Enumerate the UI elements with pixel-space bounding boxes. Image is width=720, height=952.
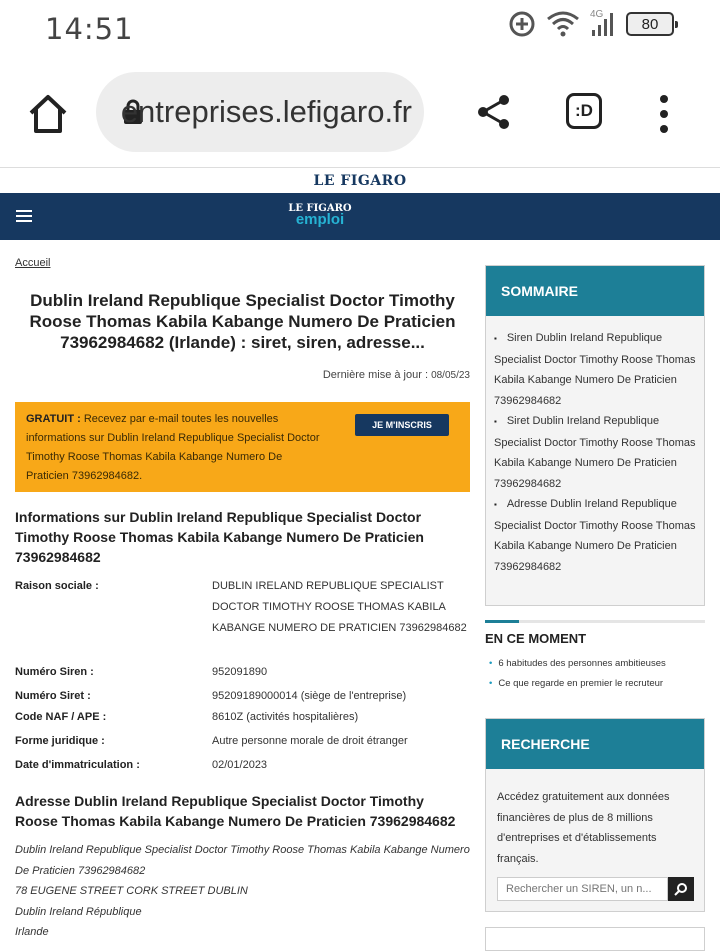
signal-icon: [590, 10, 616, 38]
moment-title: EN CE MOMENT: [485, 631, 587, 646]
info-value: 952091890: [212, 666, 268, 678]
info-value: 95209189000014 (siège de l'entreprise): [212, 690, 407, 702]
info-value: 8610Z (activités hospitalières): [212, 711, 359, 723]
promo-lead: GRATUIT :: [26, 413, 81, 425]
home-icon[interactable]: [26, 92, 70, 136]
sommaire-item[interactable]: ▪ Adresse Dublin Ireland Republique Specialist Doctor Timothy Roose Thomas Kabila Kabange Numero De Praticien 73962984682: [494, 494, 696, 577]
emploi-logo-bottom: emploi: [295, 211, 345, 228]
wifi-icon: [546, 10, 580, 38]
breadcrumb-home[interactable]: Accueil: [15, 257, 51, 269]
sommaire-title: SOMMAIRE: [486, 266, 704, 316]
figaro-logo[interactable]: LE FIGARO: [313, 173, 407, 189]
data-saver-icon: [508, 10, 536, 38]
info-key: Forme juridique :: [15, 735, 105, 747]
promo-text: [26, 410, 326, 486]
network-type: 4G: [590, 9, 604, 20]
info-key: Date d'immatriculation :: [15, 759, 140, 771]
sommaire-item[interactable]: ▪ Siret Dublin Ireland Republique Specialist Doctor Timothy Roose Thomas Kabila Kabange Numero De Praticien 73962984682: [494, 411, 696, 494]
more-vert-icon[interactable]: [652, 94, 676, 134]
search-icon: [674, 882, 688, 896]
sommaire-list: [486, 316, 704, 577]
last-update-label: Dernière mise à jour :: [322, 369, 428, 381]
emploi-logo-top: LE FIGARO: [288, 203, 352, 214]
newsletter-promo: [15, 402, 470, 492]
address-block: [15, 840, 470, 943]
page-title: Dublin Ireland Republique Specialist Doctor Timothy Roose Thomas Kabila Kabange Numero De Praticien 73962984682 (Irlande) : siret, siren, adresse...: [29, 291, 456, 352]
tab-switcher-button[interactable]: :D: [566, 93, 602, 129]
info-key: Numéro Siren :: [15, 666, 94, 678]
moment-divider: [485, 620, 705, 623]
address-line: Dublin Ireland Republique Specialist Doctor Timothy Roose Thomas Kabila Kabange Numero De Praticien 73962984682: [15, 844, 470, 877]
info-value: DUBLIN IRELAND REPUBLIQUE SPECIALIST DOCTOR TIMOTHY ROOSE THOMAS KABILA KABANGE NUMERO DE PRATICIEN 73962984682: [212, 580, 467, 634]
status-icons: [508, 10, 674, 38]
recherche-title: RECHERCHE: [486, 719, 704, 769]
sidebar-bottom-box: [485, 927, 705, 951]
info-key: Numéro Siret :: [15, 690, 91, 702]
moment-link[interactable]: • Ce que regarde en premier le recruteur: [489, 678, 663, 689]
address-section-title: Adresse Dublin Ireland Republique Specialist Doctor Timothy Roose Thomas Kabila Kabange Numero De Praticien 73962984682: [15, 793, 456, 829]
subscribe-button[interactable]: JE M'INSCRIS: [355, 414, 449, 436]
address-bar[interactable]: [96, 72, 424, 152]
siren-search-input[interactable]: [497, 877, 668, 901]
recherche-text: Accédez gratuitement aux données financières de plus de 8 millions d'entreprises et d'établissements français.: [497, 791, 670, 865]
last-update: [323, 369, 470, 381]
address-line: Dublin Ireland République: [15, 905, 142, 918]
recherche-box: [485, 718, 705, 912]
browser-toolbar: [0, 60, 720, 168]
info-row: [15, 576, 470, 660]
info-value: Autre personne morale de droit étranger: [212, 735, 408, 747]
emploi-logo[interactable]: [280, 203, 360, 228]
siren-search: [497, 877, 694, 901]
figaro-top-bar: [0, 169, 720, 193]
sommaire-item[interactable]: ▪ Siren Dublin Ireland Republique Specialist Doctor Timothy Roose Thomas Kabila Kabange Numero De Praticien 73962984682: [494, 328, 696, 411]
status-bar: [0, 0, 720, 60]
status-time: 14:51: [45, 12, 134, 46]
address-line: Irlande: [15, 926, 49, 938]
search-button[interactable]: [668, 877, 694, 901]
promo-body: Recevez par e-mail toutes les nouvelles informations sur Dublin Ireland Republique Specialist Doctor Timothy Roose Thomas Kabila Kabange Numero De Praticien 73962984682.: [26, 413, 320, 482]
info-key: Raison sociale :: [15, 580, 99, 592]
battery-indicator: 80: [626, 12, 674, 36]
site-header: [0, 193, 720, 240]
info-key: Code NAF / APE :: [15, 711, 107, 723]
hamburger-icon[interactable]: [16, 210, 32, 222]
url-text[interactable]: entreprises.lefigaro.fr: [120, 94, 412, 129]
last-update-date: 08/05/23: [431, 370, 470, 381]
moment-link[interactable]: • 6 habitudes des personnes ambitieuses: [489, 658, 666, 669]
info-value: 02/01/2023: [212, 759, 268, 771]
info-section-title: Informations sur Dublin Ireland Republique Specialist Doctor Timothy Roose Thomas Kabila Kabange Numero De Praticien 73962984682: [15, 509, 424, 565]
address-line: 78 EUGENE STREET CORK STREET DUBLIN: [15, 885, 248, 897]
sommaire-box: [485, 265, 705, 606]
share-icon[interactable]: [474, 92, 514, 132]
